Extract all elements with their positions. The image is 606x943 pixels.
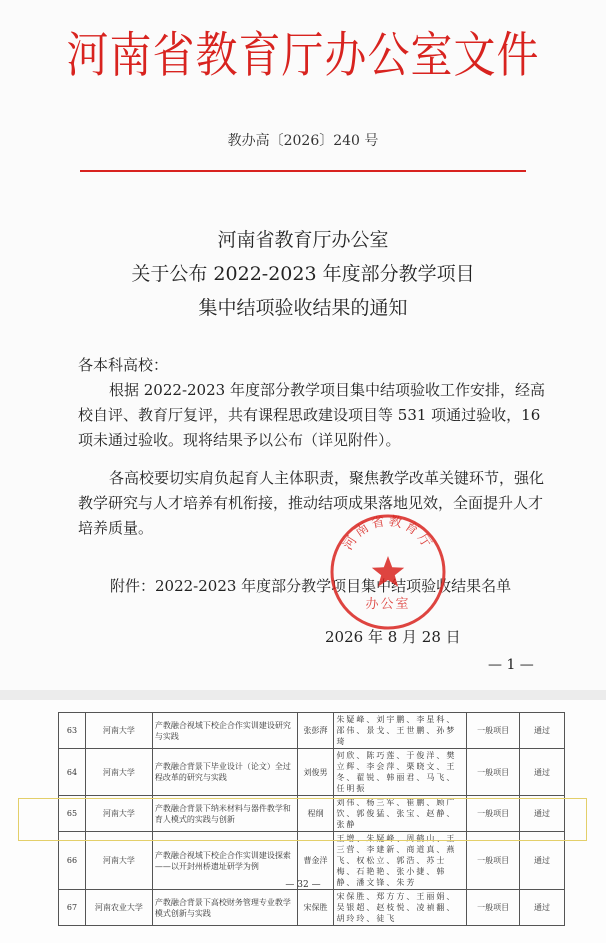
notice-title-line-3: 集中结项验收结果的通知 bbox=[198, 297, 408, 319]
result-cell: 通过 bbox=[520, 796, 565, 832]
table-page-number: — 32 — bbox=[285, 880, 321, 890]
project-name-cell: 产教融合背景下高校财务管理专业教学模式创新与实践 bbox=[152, 890, 297, 926]
salutation: 各本科高校： bbox=[78, 356, 169, 374]
red-divider bbox=[80, 170, 526, 172]
table-row bbox=[59, 890, 565, 926]
row-number: 67 bbox=[59, 890, 86, 926]
result-cell: 通过 bbox=[520, 749, 565, 796]
leader-cell: 宋保胜 bbox=[297, 890, 334, 926]
school-cell: 河南大学 bbox=[85, 713, 152, 749]
official-seal bbox=[328, 512, 448, 632]
project-name-cell: 产教融合视域下校企合作实训建设探索——以开封州桥遗址研学为例 bbox=[152, 832, 297, 890]
body-paragraph-2: 各高校要切实肩负起育人主体职责，聚焦教学改革关键环节，强化教学研究与人才培养有机衔接，推动结项成果落地见效，全面提升人才培养质量。 bbox=[78, 469, 545, 537]
notice-title-line-2: 关于公布 2022-2023 年度部分教学项目 bbox=[131, 263, 475, 285]
svg-text:办公室: 办公室 bbox=[365, 597, 411, 612]
leader-cell: 曹金洋 bbox=[297, 832, 334, 890]
row-number: 63 bbox=[59, 713, 86, 749]
category-cell: 一般项目 bbox=[467, 713, 520, 749]
project-name-cell: 产教融合背景下毕业设计（论文）全过程改革的研究与实践 bbox=[152, 749, 297, 796]
category-cell: 一般项目 bbox=[467, 832, 520, 890]
leader-cell: 刘俊男 bbox=[297, 749, 334, 796]
project-name-cell: 产教融合视域下校企合作实训建设研究与实践 bbox=[152, 713, 297, 749]
project-name-cell: 产教融合背景下纳米材料与器件教学和育人模式的实践与创新 bbox=[152, 796, 297, 832]
category-cell: 一般项目 bbox=[467, 890, 520, 926]
row-number: 64 bbox=[59, 749, 86, 796]
school-cell: 河南大学 bbox=[85, 749, 152, 796]
school-cell: 河南农业大学 bbox=[85, 890, 152, 926]
members-cell: 刘伟、杨三军、崔鹏、顾广饮、郭俊猛、张宝、赵静、张静 bbox=[334, 796, 467, 832]
result-cell: 通过 bbox=[520, 832, 565, 890]
leader-cell: 程纲 bbox=[297, 796, 334, 832]
issue-date: 2026 年 8 月 28 日 bbox=[325, 628, 461, 646]
members-cell: 王增、朱疑峰、周鹤山、王三营、李建新、商道真、燕飞、权松立、郭浩、苏士梅、石艳艳、张小捷、韩静、潘文锋、朱芳 bbox=[334, 832, 467, 890]
row-number: 66 bbox=[59, 832, 86, 890]
school-cell: 河南大学 bbox=[85, 796, 152, 832]
result-cell: 通过 bbox=[520, 890, 565, 926]
result-cell: 通过 bbox=[520, 713, 565, 749]
school-cell: 河南大学 bbox=[85, 832, 152, 890]
attachment-line: 附件：2022-2023 年度部分教学项目集中结项验收结果名单 bbox=[110, 577, 512, 595]
body-paragraph-1: 根据 2022-2023 年度部分教学项目集中结项验收工作安排，经高校自评、教育厅复评，共有课程思政建设项目等 531 项通过验收，16 项未通过验收。现将结果予以公布（详见附件）。 bbox=[78, 381, 545, 449]
table-row bbox=[59, 713, 565, 749]
members-cell: 宋保胜、郑方方、王丽娟、吴银超、赵枝悦、凌禎翻、胡玲玲、徒飞 bbox=[334, 890, 467, 926]
category-cell: 一般项目 bbox=[467, 749, 520, 796]
leader-cell: 张彭湃 bbox=[297, 713, 334, 749]
notice-title-line-1: 河南省教育厅办公室 bbox=[217, 229, 389, 251]
svg-text:河南省教育厅: 河南省教育厅 bbox=[340, 513, 436, 553]
category-cell: 一般项目 bbox=[467, 796, 520, 832]
row-number: 65 bbox=[59, 796, 86, 832]
document-number: 教办高〔2026〕240 号 bbox=[227, 133, 379, 149]
members-cell: 何欣、陈巧莲、于俊洋、樊立辉、李会萍、栗晓文、王冬、翟锐、韩丽君、马飞、任明振 bbox=[334, 749, 467, 796]
row-highlight-box bbox=[18, 798, 587, 841]
document-header-title: 河南省教育厅办公室文件 bbox=[66, 26, 540, 84]
table-row bbox=[59, 749, 565, 796]
members-cell: 朱疑峰、刘宇鹏、李星科、邵伟、景戈、王世鹏、孙梦琦 bbox=[334, 713, 467, 749]
page-number: — 1 — bbox=[488, 657, 534, 673]
